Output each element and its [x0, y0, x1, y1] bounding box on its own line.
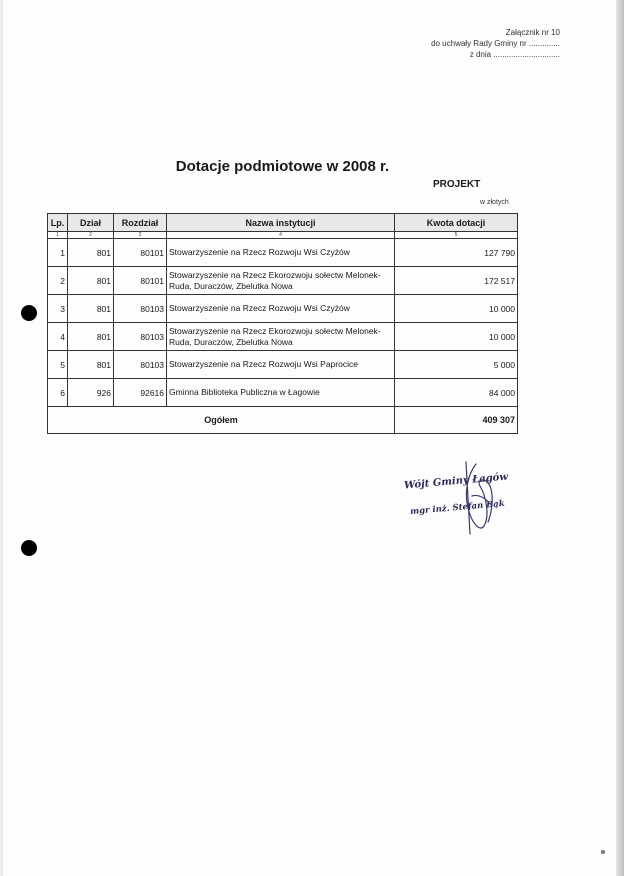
header-nazwa: Nazwa instytucji [167, 214, 395, 232]
table-row [48, 267, 518, 295]
draft-status: PROJEKT [433, 179, 481, 190]
page-edge-right [616, 0, 624, 876]
annex-date: z dnia .............................. [469, 50, 560, 59]
cell-rozdzial: 80101 [114, 267, 167, 295]
signatory-title: Wójt Gminy Łagów [403, 471, 509, 492]
table-row [48, 295, 518, 323]
column-number: 4 [167, 232, 395, 239]
table-row [48, 379, 518, 407]
cell-kwota: 10 000 [395, 323, 518, 351]
header-lp: Lp. [48, 214, 68, 232]
cell-lp: 3 [48, 295, 68, 323]
total-label: Ogółem [48, 407, 395, 434]
total-value: 409 307 [395, 407, 518, 434]
cell-kwota: 10 000 [395, 295, 518, 323]
punch-hole-top [21, 305, 37, 321]
scan-speck [601, 850, 605, 854]
cell-dzial: 801 [68, 323, 114, 351]
currency-unit: w złotych [480, 199, 509, 206]
column-number: 5 [395, 232, 518, 239]
signature-stamp [404, 470, 544, 540]
page-edge-left [0, 0, 3, 876]
signatory-name: mgr inż. Stefan Bąk [409, 498, 506, 518]
cell-kwota: 5 000 [395, 351, 518, 379]
table-row [48, 351, 518, 379]
cell-dzial: 926 [68, 379, 114, 407]
document-title: Dotacje podmiotowe w 2008 r. [175, 158, 390, 175]
cell-lp: 4 [48, 323, 68, 351]
cell-dzial: 801 [68, 239, 114, 267]
header-rozdzial: Rozdział [114, 214, 167, 232]
cell-kwota: 172 517 [395, 267, 518, 295]
handwritten-signature-icon [446, 456, 516, 540]
cell-dzial: 801 [68, 295, 114, 323]
cell-nazwa: Stowarzyszenie na Rzecz Ekorozwoju sołectw Melonek-Ruda, Duraczów, Zbelutka Nowa [167, 323, 395, 351]
total-row [48, 407, 518, 434]
cell-rozdzial: 92616 [114, 379, 167, 407]
cell-nazwa: Stowarzyszenie na Rzecz Rozwoju Wsi Czyżów [167, 295, 395, 323]
cell-dzial: 801 [68, 267, 114, 295]
column-number: 1 [48, 232, 68, 239]
annex-resolution: do uchwały Rady Gminy nr .............. [431, 39, 560, 48]
cell-lp: 1 [48, 239, 68, 267]
cell-nazwa: Stowarzyszenie na Rzecz Rozwoju Wsi Paprocice [167, 351, 395, 379]
column-number: 3 [114, 232, 167, 239]
cell-nazwa: Stowarzyszenie na Rzecz Ekorozwoju sołectw Melonek-Ruda, Duraczów, Zbelutka Nowa [167, 267, 395, 295]
cell-rozdzial: 80103 [114, 295, 167, 323]
cell-rozdzial: 80103 [114, 323, 167, 351]
cell-lp: 5 [48, 351, 68, 379]
cell-kwota: 127 790 [395, 239, 518, 267]
cell-dzial: 801 [68, 351, 114, 379]
table-header-row [48, 214, 518, 232]
annex-header [431, 27, 560, 60]
header-dzial: Dział [68, 214, 114, 232]
column-number-row [48, 232, 518, 239]
table-row [48, 239, 518, 267]
column-number: 2 [68, 232, 114, 239]
cell-rozdzial: 80101 [114, 239, 167, 267]
annex-number: Załącznik nr 10 [505, 28, 560, 37]
cell-rozdzial: 80103 [114, 351, 167, 379]
cell-nazwa: Gminna Biblioteka Publiczna w Łagowie [167, 379, 395, 407]
header-kwota: Kwota dotacji [395, 214, 518, 232]
table-row [48, 323, 518, 351]
punch-hole-bottom [21, 540, 37, 556]
cell-lp: 6 [48, 379, 68, 407]
cell-lp: 2 [48, 267, 68, 295]
cell-kwota: 84 000 [395, 379, 518, 407]
cell-nazwa: Stowarzyszenie na Rzecz Rozwoju Wsi Czyżów [167, 239, 395, 267]
subsidies-table [47, 213, 518, 434]
